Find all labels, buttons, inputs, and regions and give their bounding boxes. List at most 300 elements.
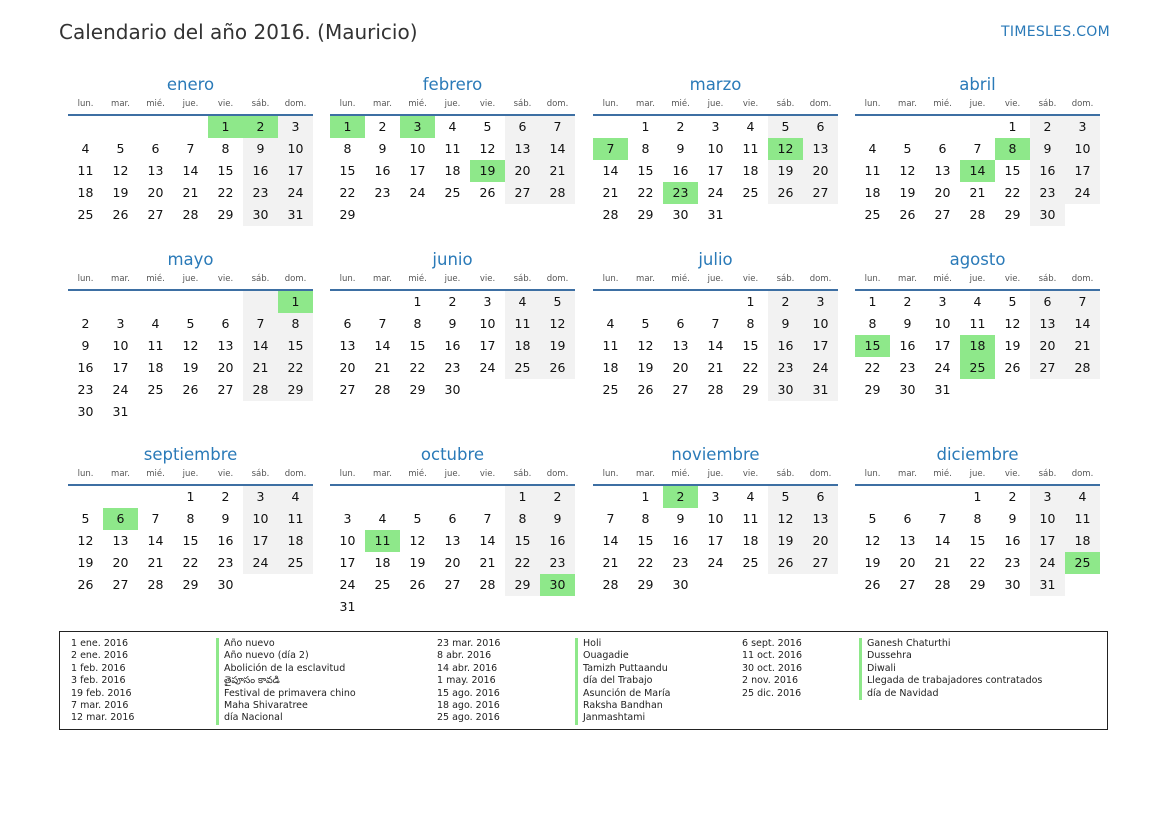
day-cell[interactable]: 22 bbox=[637, 555, 654, 570]
holiday-day-cell[interactable]: 14 bbox=[960, 160, 995, 182]
day-cell[interactable]: 27 bbox=[217, 382, 234, 397]
day-cell[interactable]: 15 bbox=[637, 163, 654, 178]
day-cell[interactable]: 19 bbox=[540, 335, 575, 357]
day-cell[interactable]: 23 bbox=[1004, 555, 1021, 570]
day-cell[interactable]: 27 bbox=[934, 207, 951, 222]
day-cell[interactable]: 15 bbox=[182, 533, 199, 548]
day-cell[interactable]: 6 bbox=[803, 116, 838, 138]
day-cell[interactable]: 2 bbox=[1008, 489, 1017, 504]
day-cell[interactable]: 8 bbox=[641, 511, 650, 526]
day-cell[interactable]: 23 bbox=[899, 360, 916, 375]
day-cell[interactable]: 19 bbox=[864, 555, 881, 570]
day-cell[interactable]: 29 bbox=[864, 382, 881, 397]
day-cell[interactable]: 24 bbox=[803, 357, 838, 379]
day-cell[interactable]: 22 bbox=[1004, 185, 1021, 200]
day-cell[interactable]: 21 bbox=[243, 357, 278, 379]
holiday-day-cell[interactable]: 1 bbox=[208, 116, 243, 138]
day-cell[interactable]: 21 bbox=[602, 555, 619, 570]
day-cell[interactable]: 16 bbox=[217, 533, 234, 548]
day-cell[interactable]: 12 bbox=[409, 533, 426, 548]
day-cell[interactable]: 20 bbox=[899, 555, 916, 570]
day-cell[interactable]: 23 bbox=[540, 552, 575, 574]
day-cell[interactable]: 27 bbox=[803, 182, 838, 204]
day-cell[interactable]: 30 bbox=[672, 577, 689, 592]
day-cell[interactable]: 31 bbox=[707, 207, 724, 222]
day-cell[interactable]: 16 bbox=[444, 338, 461, 353]
day-cell[interactable]: 24 bbox=[707, 555, 724, 570]
day-cell[interactable]: 11 bbox=[864, 163, 881, 178]
day-cell[interactable]: 25 bbox=[505, 357, 540, 379]
day-cell[interactable]: 12 bbox=[182, 338, 199, 353]
day-cell[interactable]: 28 bbox=[602, 207, 619, 222]
day-cell[interactable]: 2 bbox=[768, 291, 803, 313]
day-cell[interactable]: 27 bbox=[444, 577, 461, 592]
day-cell[interactable]: 4 bbox=[1065, 486, 1100, 508]
day-cell[interactable]: 26 bbox=[112, 207, 129, 222]
day-cell[interactable]: 20 bbox=[112, 555, 129, 570]
day-cell[interactable]: 25 bbox=[742, 185, 759, 200]
day-cell[interactable]: 4 bbox=[81, 141, 90, 156]
day-cell[interactable]: 8 bbox=[278, 313, 313, 335]
day-cell[interactable]: 28 bbox=[147, 577, 164, 592]
day-cell[interactable]: 20 bbox=[803, 160, 838, 182]
day-cell[interactable]: 13 bbox=[899, 533, 916, 548]
day-cell[interactable]: 22 bbox=[637, 185, 654, 200]
day-cell[interactable]: 2 bbox=[221, 489, 230, 504]
day-cell[interactable]: 21 bbox=[540, 160, 575, 182]
day-cell[interactable]: 14 bbox=[602, 163, 619, 178]
day-cell[interactable]: 3 bbox=[278, 116, 313, 138]
day-cell[interactable]: 29 bbox=[969, 577, 986, 592]
day-cell[interactable]: 11 bbox=[444, 141, 461, 156]
day-cell[interactable]: 4 bbox=[868, 141, 877, 156]
day-cell[interactable]: 4 bbox=[378, 511, 387, 526]
day-cell[interactable]: 15 bbox=[339, 163, 356, 178]
day-cell[interactable]: 4 bbox=[448, 119, 457, 134]
day-cell[interactable]: 22 bbox=[409, 360, 426, 375]
day-cell[interactable]: 16 bbox=[672, 533, 689, 548]
day-cell[interactable]: 24 bbox=[339, 577, 356, 592]
day-cell[interactable]: 10 bbox=[934, 316, 951, 331]
day-cell[interactable]: 2 bbox=[81, 316, 90, 331]
holiday-day-cell[interactable]: 15 bbox=[855, 335, 890, 357]
day-cell[interactable]: 26 bbox=[77, 577, 94, 592]
day-cell[interactable]: 3 bbox=[803, 291, 838, 313]
day-cell[interactable]: 3 bbox=[938, 294, 947, 309]
day-cell[interactable]: 24 bbox=[479, 360, 496, 375]
day-cell[interactable]: 16 bbox=[77, 360, 94, 375]
day-cell[interactable]: 5 bbox=[116, 141, 125, 156]
day-cell[interactable]: 7 bbox=[606, 511, 615, 526]
day-cell[interactable]: 19 bbox=[409, 555, 426, 570]
day-cell[interactable]: 29 bbox=[742, 382, 759, 397]
day-cell[interactable]: 17 bbox=[339, 555, 356, 570]
day-cell[interactable]: 2 bbox=[448, 294, 457, 309]
holiday-day-cell[interactable]: 25 bbox=[1065, 552, 1100, 574]
day-cell[interactable]: 9 bbox=[676, 511, 685, 526]
day-cell[interactable]: 7 bbox=[483, 511, 492, 526]
day-cell[interactable]: 8 bbox=[186, 511, 195, 526]
day-cell[interactable]: 17 bbox=[803, 335, 838, 357]
day-cell[interactable]: 26 bbox=[540, 357, 575, 379]
day-cell[interactable]: 12 bbox=[479, 141, 496, 156]
day-cell[interactable]: 14 bbox=[147, 533, 164, 548]
holiday-day-cell[interactable]: 6 bbox=[103, 508, 138, 530]
day-cell[interactable]: 4 bbox=[746, 119, 755, 134]
day-cell[interactable]: 19 bbox=[77, 555, 94, 570]
day-cell[interactable]: 26 bbox=[768, 552, 803, 574]
holiday-day-cell[interactable]: 3 bbox=[400, 116, 435, 138]
day-cell[interactable]: 10 bbox=[339, 533, 356, 548]
day-cell[interactable]: 21 bbox=[374, 360, 391, 375]
day-cell[interactable]: 26 bbox=[864, 577, 881, 592]
day-cell[interactable]: 25 bbox=[278, 552, 313, 574]
day-cell[interactable]: 23 bbox=[77, 382, 94, 397]
day-cell[interactable]: 10 bbox=[479, 316, 496, 331]
day-cell[interactable]: 1 bbox=[641, 489, 650, 504]
day-cell[interactable]: 6 bbox=[343, 316, 352, 331]
day-cell[interactable]: 28 bbox=[374, 382, 391, 397]
day-cell[interactable]: 16 bbox=[243, 160, 278, 182]
day-cell[interactable]: 13 bbox=[217, 338, 234, 353]
day-cell[interactable]: 5 bbox=[868, 511, 877, 526]
day-cell[interactable]: 23 bbox=[768, 357, 803, 379]
day-cell[interactable]: 9 bbox=[378, 141, 387, 156]
day-cell[interactable]: 9 bbox=[448, 316, 457, 331]
day-cell[interactable]: 3 bbox=[711, 119, 720, 134]
day-cell[interactable]: 20 bbox=[934, 185, 951, 200]
day-cell[interactable]: 30 bbox=[672, 207, 689, 222]
day-cell[interactable]: 8 bbox=[641, 141, 650, 156]
day-cell[interactable]: 8 bbox=[221, 141, 230, 156]
day-cell[interactable]: 21 bbox=[479, 555, 496, 570]
day-cell[interactable]: 13 bbox=[803, 508, 838, 530]
day-cell[interactable]: 5 bbox=[540, 291, 575, 313]
day-cell[interactable]: 7 bbox=[243, 313, 278, 335]
day-cell[interactable]: 18 bbox=[77, 185, 94, 200]
day-cell[interactable]: 18 bbox=[1065, 530, 1100, 552]
day-cell[interactable]: 16 bbox=[672, 163, 689, 178]
day-cell[interactable]: 10 bbox=[243, 508, 278, 530]
day-cell[interactable]: 17 bbox=[409, 163, 426, 178]
day-cell[interactable]: 24 bbox=[1030, 552, 1065, 574]
day-cell[interactable]: 1 bbox=[641, 119, 650, 134]
day-cell[interactable]: 22 bbox=[864, 360, 881, 375]
day-cell[interactable]: 3 bbox=[343, 511, 352, 526]
day-cell[interactable]: 14 bbox=[540, 138, 575, 160]
day-cell[interactable]: 28 bbox=[243, 379, 278, 401]
day-cell[interactable]: 5 bbox=[81, 511, 90, 526]
day-cell[interactable]: 13 bbox=[339, 338, 356, 353]
day-cell[interactable]: 29 bbox=[182, 577, 199, 592]
day-cell[interactable]: 9 bbox=[540, 508, 575, 530]
day-cell[interactable]: 28 bbox=[1065, 357, 1100, 379]
day-cell[interactable]: 20 bbox=[803, 530, 838, 552]
day-cell[interactable]: 11 bbox=[742, 141, 759, 156]
day-cell[interactable]: 26 bbox=[899, 207, 916, 222]
day-cell[interactable]: 19 bbox=[112, 185, 129, 200]
day-cell[interactable]: 12 bbox=[1004, 316, 1021, 331]
day-cell[interactable]: 20 bbox=[217, 360, 234, 375]
day-cell[interactable]: 18 bbox=[742, 163, 759, 178]
day-cell[interactable]: 1 bbox=[868, 294, 877, 309]
day-cell[interactable]: 12 bbox=[864, 533, 881, 548]
day-cell[interactable]: 17 bbox=[707, 533, 724, 548]
day-cell[interactable]: 21 bbox=[182, 185, 199, 200]
day-cell[interactable]: 26 bbox=[1004, 360, 1021, 375]
day-cell[interactable]: 14 bbox=[1065, 313, 1100, 335]
day-cell[interactable]: 12 bbox=[768, 508, 803, 530]
day-cell[interactable]: 29 bbox=[505, 574, 540, 596]
day-cell[interactable]: 3 bbox=[1030, 486, 1065, 508]
day-cell[interactable]: 23 bbox=[1030, 182, 1065, 204]
day-cell[interactable]: 5 bbox=[413, 511, 422, 526]
holiday-day-cell[interactable]: 2 bbox=[243, 116, 278, 138]
day-cell[interactable]: 3 bbox=[116, 316, 125, 331]
day-cell[interactable]: 14 bbox=[374, 338, 391, 353]
day-cell[interactable]: 14 bbox=[934, 533, 951, 548]
day-cell[interactable]: 24 bbox=[934, 360, 951, 375]
day-cell[interactable]: 10 bbox=[1065, 138, 1100, 160]
day-cell[interactable]: 17 bbox=[243, 530, 278, 552]
holiday-day-cell[interactable]: 8 bbox=[995, 138, 1030, 160]
day-cell[interactable]: 29 bbox=[637, 207, 654, 222]
holiday-day-cell[interactable]: 2 bbox=[663, 486, 698, 508]
day-cell[interactable]: 15 bbox=[409, 338, 426, 353]
day-cell[interactable]: 8 bbox=[505, 508, 540, 530]
day-cell[interactable]: 30 bbox=[899, 382, 916, 397]
day-cell[interactable]: 18 bbox=[602, 360, 619, 375]
day-cell[interactable]: 9 bbox=[768, 313, 803, 335]
day-cell[interactable]: 18 bbox=[278, 530, 313, 552]
day-cell[interactable]: 22 bbox=[742, 360, 759, 375]
day-cell[interactable]: 30 bbox=[1030, 204, 1065, 226]
day-cell[interactable]: 11 bbox=[505, 313, 540, 335]
day-cell[interactable]: 2 bbox=[903, 294, 912, 309]
day-cell[interactable]: 6 bbox=[1030, 291, 1065, 313]
day-cell[interactable]: 31 bbox=[112, 404, 129, 419]
day-cell[interactable]: 9 bbox=[1030, 138, 1065, 160]
day-cell[interactable]: 13 bbox=[672, 338, 689, 353]
day-cell[interactable]: 21 bbox=[147, 555, 164, 570]
day-cell[interactable]: 26 bbox=[182, 382, 199, 397]
day-cell[interactable]: 25 bbox=[147, 382, 164, 397]
day-cell[interactable]: 3 bbox=[243, 486, 278, 508]
day-cell[interactable]: 15 bbox=[217, 163, 234, 178]
day-cell[interactable]: 11 bbox=[77, 163, 94, 178]
day-cell[interactable]: 1 bbox=[505, 486, 540, 508]
day-cell[interactable]: 20 bbox=[672, 360, 689, 375]
day-cell[interactable]: 26 bbox=[637, 382, 654, 397]
site-link[interactable]: TIMESLES.COM bbox=[1001, 24, 1110, 40]
day-cell[interactable]: 17 bbox=[112, 360, 129, 375]
day-cell[interactable]: 17 bbox=[1065, 160, 1100, 182]
day-cell[interactable]: 16 bbox=[1030, 160, 1065, 182]
day-cell[interactable]: 29 bbox=[637, 577, 654, 592]
day-cell[interactable]: 21 bbox=[707, 360, 724, 375]
holiday-day-cell[interactable]: 12 bbox=[768, 138, 803, 160]
day-cell[interactable]: 16 bbox=[374, 163, 391, 178]
day-cell[interactable]: 4 bbox=[505, 291, 540, 313]
day-cell[interactable]: 7 bbox=[938, 511, 947, 526]
day-cell[interactable]: 1 bbox=[1008, 119, 1017, 134]
day-cell[interactable]: 21 bbox=[602, 185, 619, 200]
day-cell[interactable]: 13 bbox=[505, 138, 540, 160]
holiday-day-cell[interactable]: 19 bbox=[470, 160, 505, 182]
day-cell[interactable]: 23 bbox=[444, 360, 461, 375]
holiday-day-cell[interactable]: 7 bbox=[593, 138, 628, 160]
day-cell[interactable]: 29 bbox=[278, 379, 313, 401]
day-cell[interactable]: 1 bbox=[746, 294, 755, 309]
day-cell[interactable]: 26 bbox=[479, 185, 496, 200]
day-cell[interactable]: 5 bbox=[768, 116, 803, 138]
day-cell[interactable]: 7 bbox=[711, 316, 720, 331]
day-cell[interactable]: 29 bbox=[1004, 207, 1021, 222]
day-cell[interactable]: 9 bbox=[1008, 511, 1017, 526]
day-cell[interactable]: 8 bbox=[973, 511, 982, 526]
day-cell[interactable]: 6 bbox=[803, 486, 838, 508]
day-cell[interactable]: 31 bbox=[339, 599, 356, 614]
day-cell[interactable]: 26 bbox=[409, 577, 426, 592]
day-cell[interactable]: 14 bbox=[707, 338, 724, 353]
day-cell[interactable]: 4 bbox=[746, 489, 755, 504]
day-cell[interactable]: 2 bbox=[378, 119, 387, 134]
day-cell[interactable]: 25 bbox=[602, 382, 619, 397]
day-cell[interactable]: 24 bbox=[112, 382, 129, 397]
day-cell[interactable]: 3 bbox=[711, 489, 720, 504]
day-cell[interactable]: 20 bbox=[505, 160, 540, 182]
day-cell[interactable]: 23 bbox=[243, 182, 278, 204]
day-cell[interactable]: 8 bbox=[343, 141, 352, 156]
day-cell[interactable]: 22 bbox=[339, 185, 356, 200]
day-cell[interactable]: 16 bbox=[768, 335, 803, 357]
day-cell[interactable]: 26 bbox=[768, 182, 803, 204]
day-cell[interactable]: 29 bbox=[409, 382, 426, 397]
day-cell[interactable]: 5 bbox=[1008, 294, 1017, 309]
day-cell[interactable]: 13 bbox=[1030, 313, 1065, 335]
holiday-day-cell[interactable]: 1 bbox=[278, 291, 313, 313]
day-cell[interactable]: 18 bbox=[864, 185, 881, 200]
day-cell[interactable]: 28 bbox=[479, 577, 496, 592]
day-cell[interactable]: 5 bbox=[641, 316, 650, 331]
day-cell[interactable]: 27 bbox=[672, 382, 689, 397]
day-cell[interactable]: 24 bbox=[243, 552, 278, 574]
day-cell[interactable]: 13 bbox=[112, 533, 129, 548]
day-cell[interactable]: 7 bbox=[973, 141, 982, 156]
day-cell[interactable]: 25 bbox=[77, 207, 94, 222]
day-cell[interactable]: 5 bbox=[903, 141, 912, 156]
day-cell[interactable]: 13 bbox=[803, 138, 838, 160]
day-cell[interactable]: 4 bbox=[606, 316, 615, 331]
day-cell[interactable]: 10 bbox=[409, 141, 426, 156]
day-cell[interactable]: 17 bbox=[479, 338, 496, 353]
day-cell[interactable]: 27 bbox=[147, 207, 164, 222]
day-cell[interactable]: 12 bbox=[112, 163, 129, 178]
day-cell[interactable]: 9 bbox=[676, 141, 685, 156]
day-cell[interactable]: 17 bbox=[934, 338, 951, 353]
day-cell[interactable]: 28 bbox=[707, 382, 724, 397]
day-cell[interactable]: 1 bbox=[186, 489, 195, 504]
day-cell[interactable]: 23 bbox=[672, 555, 689, 570]
day-cell[interactable]: 10 bbox=[707, 141, 724, 156]
day-cell[interactable]: 14 bbox=[182, 163, 199, 178]
day-cell[interactable]: 16 bbox=[1004, 533, 1021, 548]
day-cell[interactable]: 22 bbox=[969, 555, 986, 570]
day-cell[interactable]: 12 bbox=[540, 313, 575, 335]
day-cell[interactable]: 25 bbox=[374, 577, 391, 592]
day-cell[interactable]: 31 bbox=[1030, 574, 1065, 596]
day-cell[interactable]: 6 bbox=[221, 316, 230, 331]
day-cell[interactable]: 2 bbox=[540, 486, 575, 508]
holiday-day-cell[interactable]: 23 bbox=[663, 182, 698, 204]
day-cell[interactable]: 15 bbox=[1004, 163, 1021, 178]
day-cell[interactable]: 30 bbox=[444, 382, 461, 397]
day-cell[interactable]: 4 bbox=[151, 316, 160, 331]
day-cell[interactable]: 7 bbox=[540, 116, 575, 138]
day-cell[interactable]: 4 bbox=[973, 294, 982, 309]
day-cell[interactable]: 2 bbox=[1030, 116, 1065, 138]
day-cell[interactable]: 18 bbox=[742, 533, 759, 548]
day-cell[interactable]: 30 bbox=[1004, 577, 1021, 592]
day-cell[interactable]: 22 bbox=[217, 185, 234, 200]
day-cell[interactable]: 31 bbox=[934, 382, 951, 397]
day-cell[interactable]: 18 bbox=[505, 335, 540, 357]
day-cell[interactable]: 17 bbox=[1030, 530, 1065, 552]
day-cell[interactable]: 9 bbox=[221, 511, 230, 526]
day-cell[interactable]: 24 bbox=[409, 185, 426, 200]
day-cell[interactable]: 28 bbox=[182, 207, 199, 222]
day-cell[interactable]: 9 bbox=[903, 316, 912, 331]
day-cell[interactable]: 10 bbox=[112, 338, 129, 353]
day-cell[interactable]: 12 bbox=[637, 338, 654, 353]
day-cell[interactable]: 13 bbox=[147, 163, 164, 178]
day-cell[interactable]: 1 bbox=[413, 294, 422, 309]
day-cell[interactable]: 11 bbox=[969, 316, 986, 331]
day-cell[interactable]: 31 bbox=[278, 204, 313, 226]
day-cell[interactable]: 6 bbox=[505, 116, 540, 138]
day-cell[interactable]: 4 bbox=[278, 486, 313, 508]
day-cell[interactable]: 20 bbox=[1030, 335, 1065, 357]
day-cell[interactable]: 9 bbox=[81, 338, 90, 353]
day-cell[interactable]: 29 bbox=[217, 207, 234, 222]
day-cell[interactable]: 20 bbox=[444, 555, 461, 570]
day-cell[interactable]: 5 bbox=[186, 316, 195, 331]
day-cell[interactable]: 27 bbox=[112, 577, 129, 592]
day-cell[interactable]: 11 bbox=[1065, 508, 1100, 530]
day-cell[interactable]: 30 bbox=[77, 404, 94, 419]
day-cell[interactable]: 31 bbox=[803, 379, 838, 401]
day-cell[interactable]: 29 bbox=[339, 207, 356, 222]
day-cell[interactable]: 6 bbox=[903, 511, 912, 526]
day-cell[interactable]: 11 bbox=[742, 511, 759, 526]
day-cell[interactable]: 5 bbox=[483, 119, 492, 134]
day-cell[interactable]: 11 bbox=[602, 338, 619, 353]
day-cell[interactable]: 8 bbox=[413, 316, 422, 331]
day-cell[interactable]: 23 bbox=[217, 555, 234, 570]
holiday-day-cell[interactable]: 18 bbox=[960, 335, 995, 357]
day-cell[interactable]: 24 bbox=[707, 185, 724, 200]
day-cell[interactable]: 22 bbox=[278, 357, 313, 379]
day-cell[interactable]: 7 bbox=[151, 511, 160, 526]
holiday-day-cell[interactable]: 30 bbox=[540, 574, 575, 596]
day-cell[interactable]: 12 bbox=[77, 533, 94, 548]
day-cell[interactable]: 15 bbox=[505, 530, 540, 552]
day-cell[interactable]: 24 bbox=[278, 182, 313, 204]
holiday-day-cell[interactable]: 25 bbox=[960, 357, 995, 379]
day-cell[interactable]: 27 bbox=[899, 577, 916, 592]
day-cell[interactable]: 8 bbox=[746, 316, 755, 331]
day-cell[interactable]: 21 bbox=[969, 185, 986, 200]
